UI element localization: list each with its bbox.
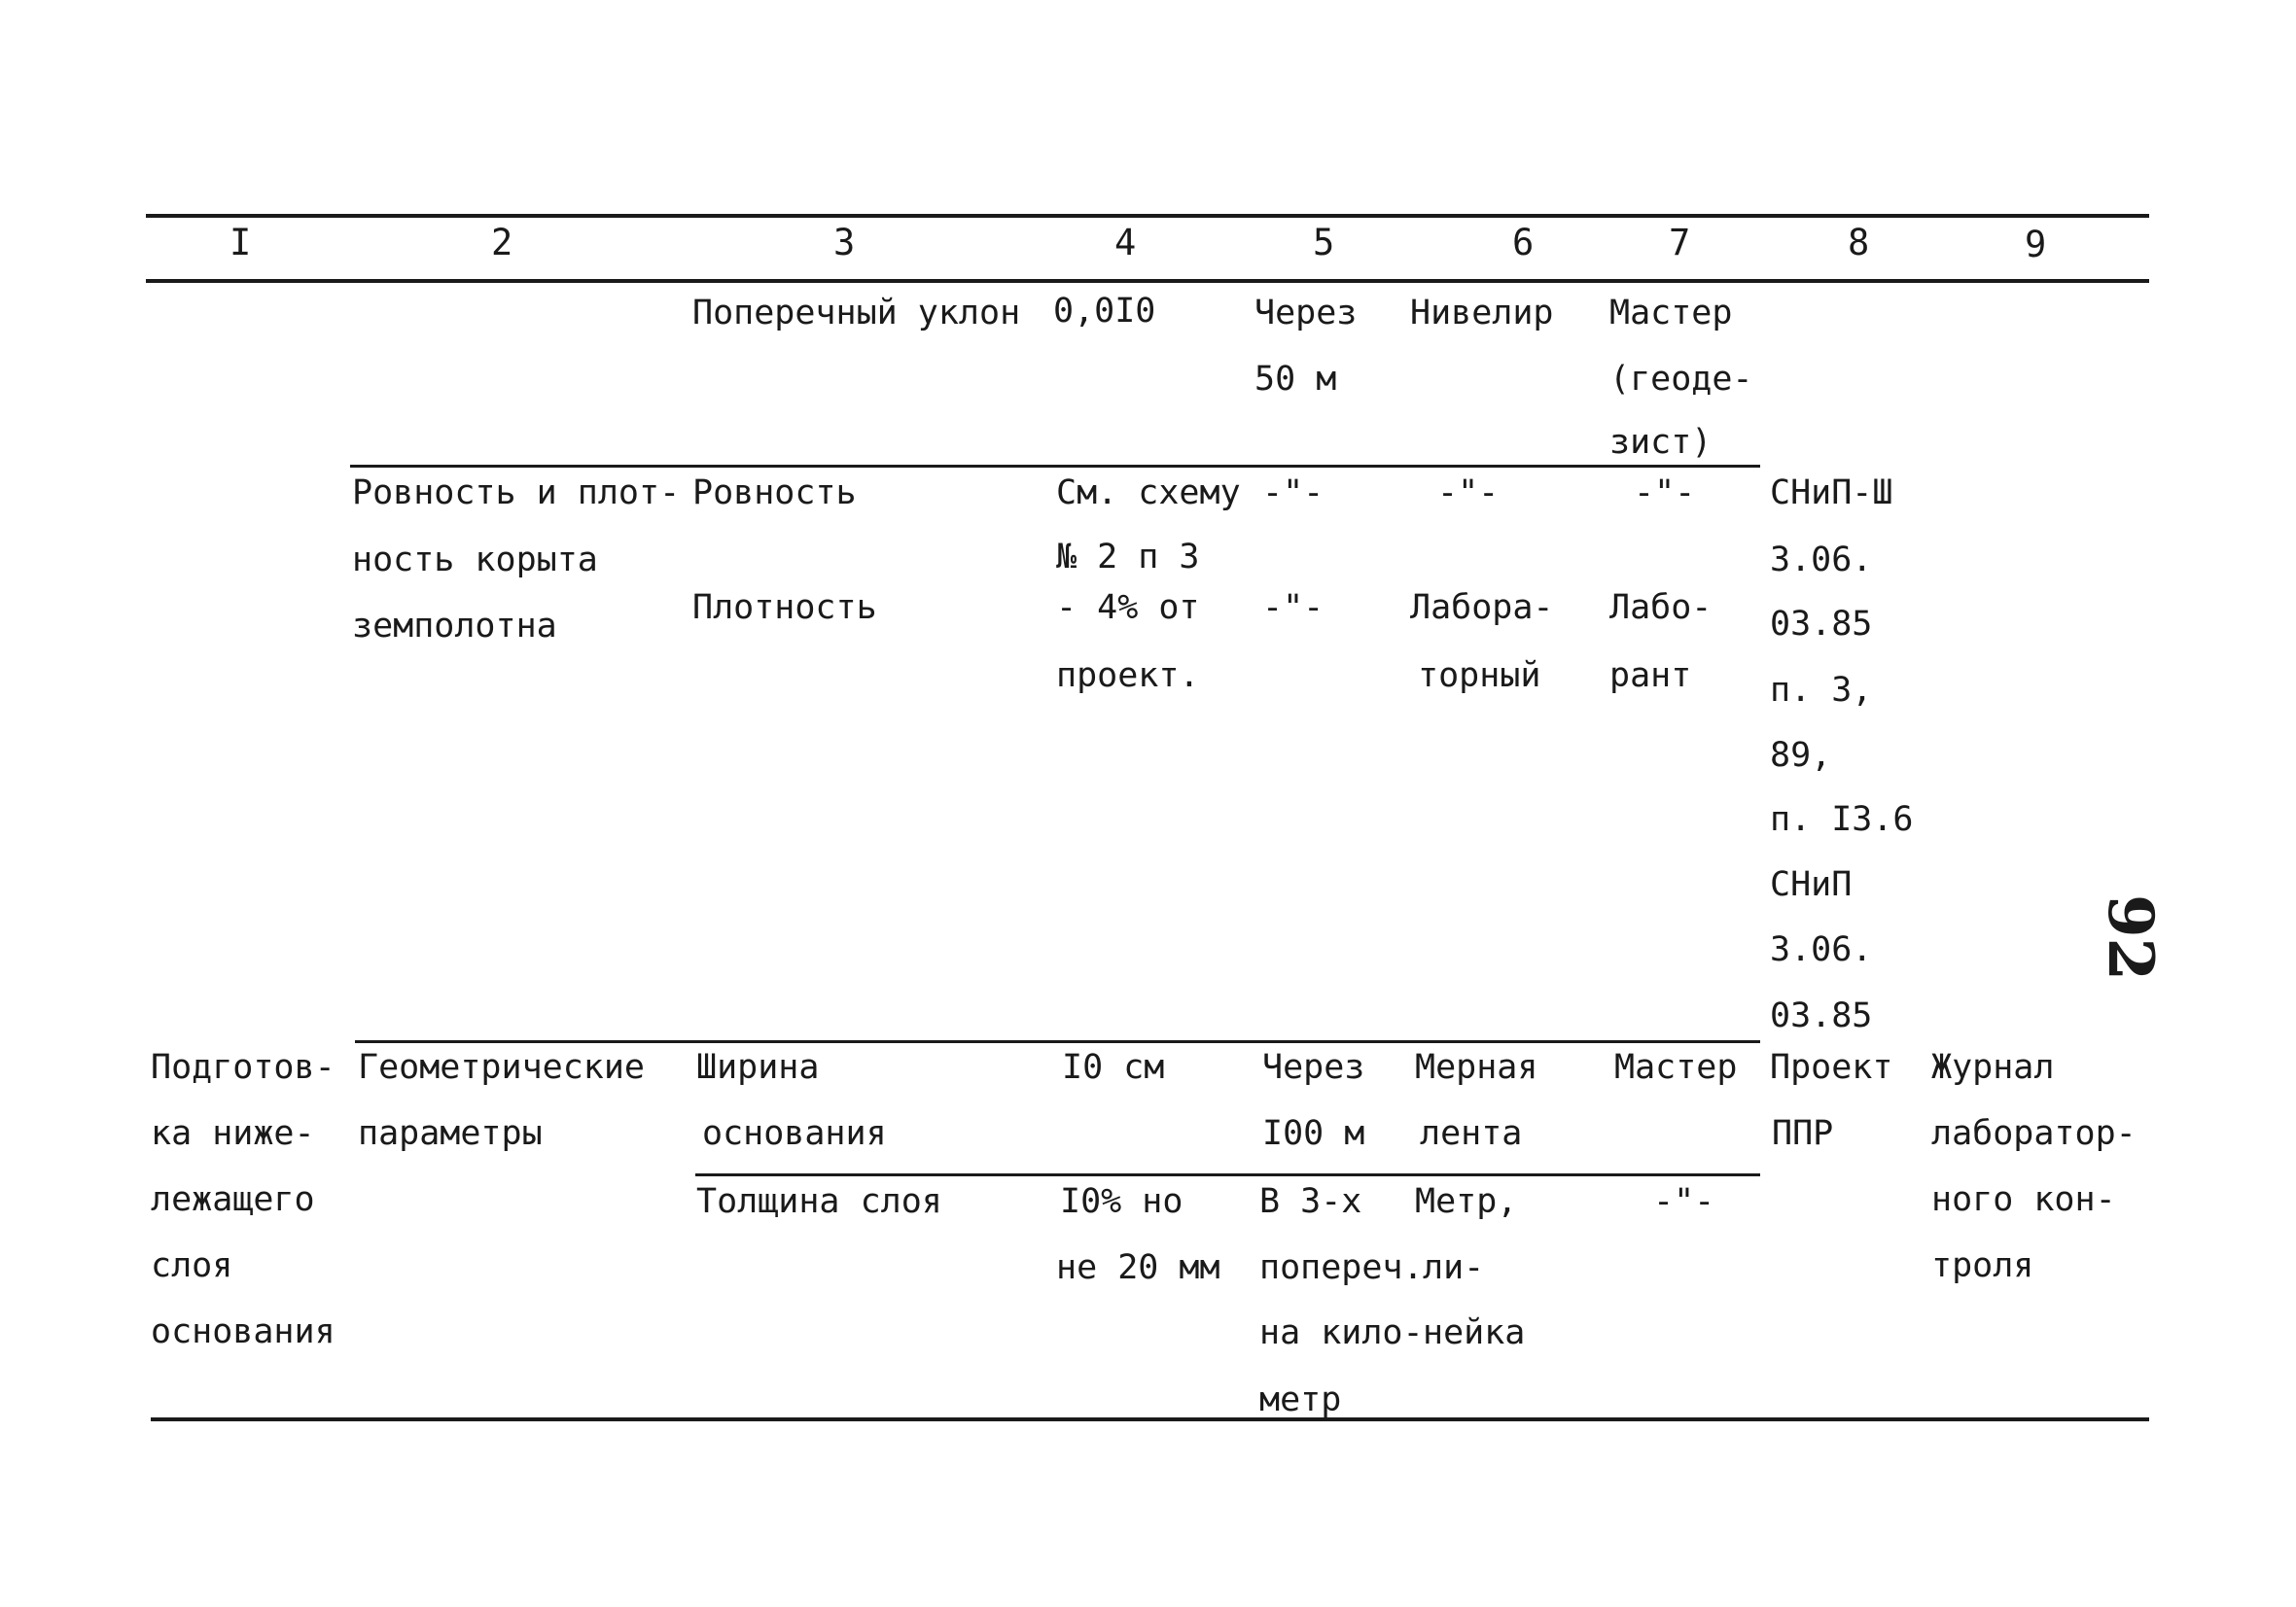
row3-frequency-b-3: на кило- — [1259, 1313, 1424, 1352]
row2-parameter-b: Плотность — [692, 588, 877, 627]
row2-tolerance-a-1: См. схему — [1056, 473, 1241, 512]
row3-stage-2: ка ниже- — [151, 1114, 315, 1153]
row1-responsible-2: (геоде- — [1609, 360, 1753, 399]
row3-stage-3: лежащего — [151, 1180, 315, 1219]
row3-norm-1: Проект — [1770, 1048, 1893, 1087]
row3-responsible-b: -"- — [1653, 1182, 1715, 1221]
row2-operation-2: ность корыта — [352, 541, 598, 579]
row3-parameter-b: Толщина слоя — [696, 1182, 942, 1221]
page-number: 92 — [2094, 894, 2167, 982]
row2-operation-3: земполотна — [352, 607, 557, 646]
col-header-7: 7 — [1669, 222, 1691, 263]
row3-frequency-a-2: I00 м — [1262, 1114, 1365, 1153]
row1-responsible-1: Мастер — [1609, 294, 1733, 332]
row2-frequency-b: -"- — [1262, 588, 1325, 627]
row2-norm-9: 03.85 — [1770, 996, 1873, 1035]
row2-parameter-a: Ровность — [692, 473, 857, 512]
row1-frequency-2: 50 м — [1254, 360, 1337, 399]
row3-stage-5: основания — [151, 1312, 336, 1351]
row3-record-4: троля — [1931, 1246, 2034, 1285]
row2-instrument-a: -"- — [1437, 473, 1500, 512]
row1-responsible-3: зист) — [1609, 423, 1713, 462]
row2-norm-3: 03.85 — [1770, 605, 1873, 644]
row2-norm-6: п. I3.6 — [1770, 800, 1914, 839]
row3-instrument-b-2: ли- — [1423, 1248, 1485, 1287]
top-rule — [146, 214, 2149, 218]
col-header-2: 2 — [491, 222, 513, 263]
row3-record-3: ного кон- — [1931, 1180, 2116, 1219]
row3-frequency-b-2: попереч. — [1259, 1248, 1424, 1287]
row2-bottom-rule — [355, 1040, 1760, 1043]
row3-stage-1: Подготов- — [151, 1048, 336, 1087]
row3-frequency-a-1: Через — [1262, 1048, 1365, 1087]
bottom-rule — [151, 1417, 2149, 1421]
row3-responsible-a: Мастер — [1614, 1048, 1738, 1087]
row3-record-1: Журнал — [1931, 1048, 2055, 1087]
row2-instrument-b-1: Лабора- — [1410, 588, 1554, 627]
row3-instrument-b-1: Метр, — [1415, 1182, 1518, 1221]
row3-operation-2: параметры — [358, 1114, 543, 1153]
row2-norm-4: п. 3, — [1770, 671, 1873, 710]
row3-tolerance-b-1: I0% но — [1060, 1182, 1183, 1221]
row1-instrument: Нивелир — [1410, 294, 1554, 332]
row3-instrument-a-2: лента — [1420, 1114, 1523, 1153]
row3-subrule — [695, 1173, 1760, 1176]
row2-tolerance-b-1: - 4% от — [1056, 588, 1200, 627]
col-header-8: 8 — [1848, 222, 1870, 263]
row2-norm-1: СНиП-Ш — [1770, 473, 1893, 512]
row1-bottom-rule — [350, 465, 1760, 468]
row2-tolerance-b-2: проект. — [1056, 656, 1200, 695]
row3-stage-4: слоя — [151, 1246, 233, 1285]
row3-record-2: лаборатор- — [1931, 1114, 2137, 1153]
row3-frequency-b-1: В 3-х — [1259, 1182, 1362, 1221]
col-header-9: 9 — [2025, 224, 2047, 265]
row3-parameter-a-2: основания — [702, 1114, 887, 1153]
row2-responsible-a: -"- — [1634, 473, 1696, 512]
row3-operation-1: Геометрические — [358, 1048, 646, 1087]
row2-norm-7: СНиП — [1770, 865, 1853, 904]
header-bottom-rule — [146, 279, 2149, 283]
row3-instrument-b-3: нейка — [1423, 1313, 1526, 1352]
row1-parameter: Поперечный уклон — [692, 294, 1021, 332]
row2-frequency-a: -"- — [1262, 473, 1325, 512]
row2-responsible-b-1: Лабо- — [1609, 588, 1713, 627]
col-header-1: I — [230, 222, 252, 263]
row2-norm-2: 3.06. — [1770, 541, 1873, 579]
row2-instrument-b-2: торный — [1418, 656, 1541, 695]
row2-tolerance-a-2: № 2 п 3 — [1056, 538, 1200, 576]
row1-frequency-1: Через — [1254, 294, 1358, 332]
row2-operation-1: Ровность и плот- — [352, 473, 681, 512]
row3-norm-2: ППР — [1772, 1114, 1834, 1153]
row1-tolerance: 0,0I0 — [1053, 292, 1156, 331]
row3-frequency-b-4: метр — [1259, 1380, 1342, 1419]
col-header-3: 3 — [833, 222, 856, 263]
row3-parameter-a-1: Ширина — [696, 1048, 820, 1087]
row3-instrument-a-1: Мерная — [1415, 1048, 1538, 1087]
col-header-6: 6 — [1512, 222, 1535, 263]
row2-responsible-b-2: рант — [1609, 656, 1692, 695]
col-header-4: 4 — [1114, 222, 1137, 263]
row2-norm-5: 89, — [1770, 736, 1832, 775]
col-header-5: 5 — [1313, 222, 1335, 263]
row3-tolerance-b-2: не 20 мм — [1056, 1248, 1220, 1287]
row3-tolerance-a: I0 см — [1062, 1048, 1165, 1087]
row2-norm-8: 3.06. — [1770, 930, 1873, 969]
